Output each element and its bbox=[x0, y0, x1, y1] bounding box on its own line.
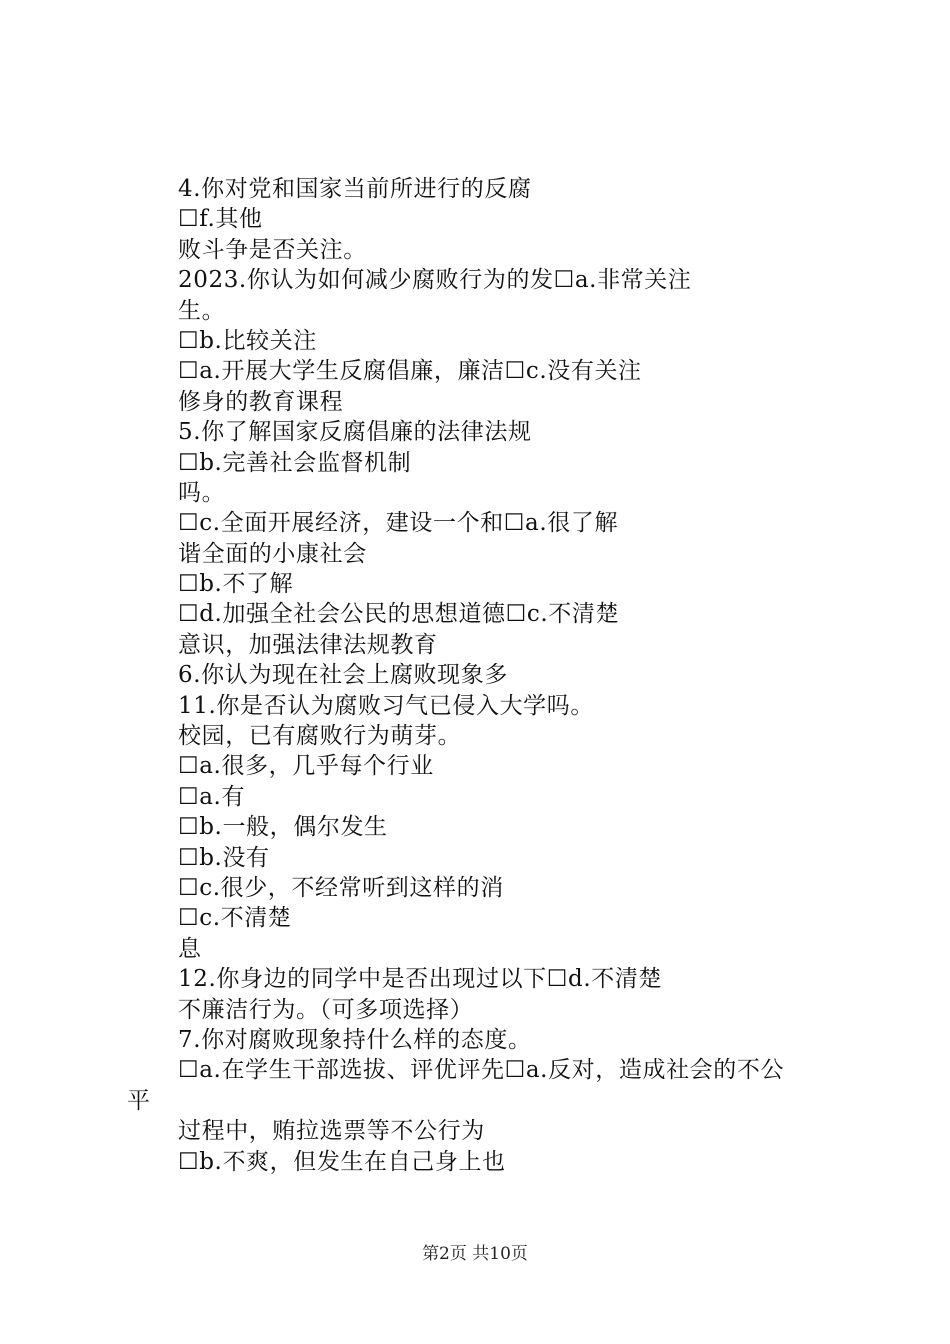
option-a-election-cont: 过程中，贿拉选票等不公行为 bbox=[178, 1118, 485, 1145]
question-7-line-1: 7.你对腐败现象持什么样的态度。 bbox=[178, 1026, 532, 1053]
option-b-unhappy: ☐b.不爽，但发生在自己身上也 bbox=[178, 1148, 506, 1175]
option-a-many: ☐a.很多，几乎每个行业 bbox=[178, 753, 434, 780]
option-c-economy: ☐c.全面开展经济，建设一个和☐a.很了解 bbox=[178, 510, 619, 537]
option-d-morality: ☐d.加强全社会公民的思想道德☐c.不清楚 bbox=[178, 601, 620, 628]
question-6-line-1: 6.你认为现在社会上腐败现象多 bbox=[178, 662, 508, 689]
question-11-line-2: 校园，已有腐败行为萌芽。 bbox=[178, 723, 462, 750]
page-number-footer: 第2页 共10页 bbox=[422, 1244, 528, 1264]
option-c-rare-cont: 息 bbox=[178, 935, 202, 962]
question-12-line-2: 不廉洁行为。（可多项选择） bbox=[178, 996, 474, 1023]
option-b-average: ☐b.一般，偶尔发生 bbox=[178, 814, 388, 841]
option-a-election: ☐a.在学生干部选拔、评优评先☐a.反对，造成社会的不公 bbox=[178, 1057, 785, 1084]
question-12-line-1: 12.你身边的同学中是否出现过以下☐d.不清楚 bbox=[178, 966, 663, 993]
question-5-line-1: 5.你了解国家反腐倡廉的法律法规 bbox=[178, 419, 532, 446]
question-4-line-2: 败斗争是否关注。 bbox=[178, 236, 367, 263]
question-11-line-1: 11.你是否认为腐败习气已侵入大学吗。 bbox=[178, 692, 594, 719]
option-c-unclear: ☐c.不清楚 bbox=[178, 905, 292, 932]
option-a-education-course-cont: 修身的教育课程 bbox=[178, 388, 344, 415]
option-c-economy-cont: 谐全面的小康社会 bbox=[178, 540, 367, 567]
document-body bbox=[127, 174, 878, 1177]
option-a-oppose-cont: 平 bbox=[127, 1087, 151, 1114]
option-d-morality-cont: 意识，加强法律法规教育 bbox=[178, 631, 438, 658]
option-a-yes: ☐a.有 bbox=[178, 783, 246, 810]
question-2023-line-1: 2023.你认为如何减少腐败行为的发☐a.非常关注 bbox=[178, 267, 692, 294]
option-b-no: ☐b.没有 bbox=[178, 844, 270, 871]
question-2023-line-2: 生。 bbox=[178, 297, 226, 324]
option-b-not-understand: ☐b.不了解 bbox=[178, 571, 294, 598]
question-4-line-1: 4.你对党和国家当前所进行的反腐 bbox=[178, 176, 532, 202]
question-5-line-2: 吗。 bbox=[178, 479, 226, 506]
option-f-other: ☐f.其他 bbox=[178, 206, 263, 233]
option-b-relatively-concerned: ☐b.比较关注 bbox=[178, 327, 317, 354]
option-a-education-course: ☐a.开展大学生反腐倡廉，廉洁☐c.没有关注 bbox=[178, 358, 642, 385]
option-b-supervision: ☐b.完善社会监督机制 bbox=[178, 449, 412, 476]
option-c-rare: ☐c.很少，不经常听到这样的消 bbox=[178, 874, 504, 901]
